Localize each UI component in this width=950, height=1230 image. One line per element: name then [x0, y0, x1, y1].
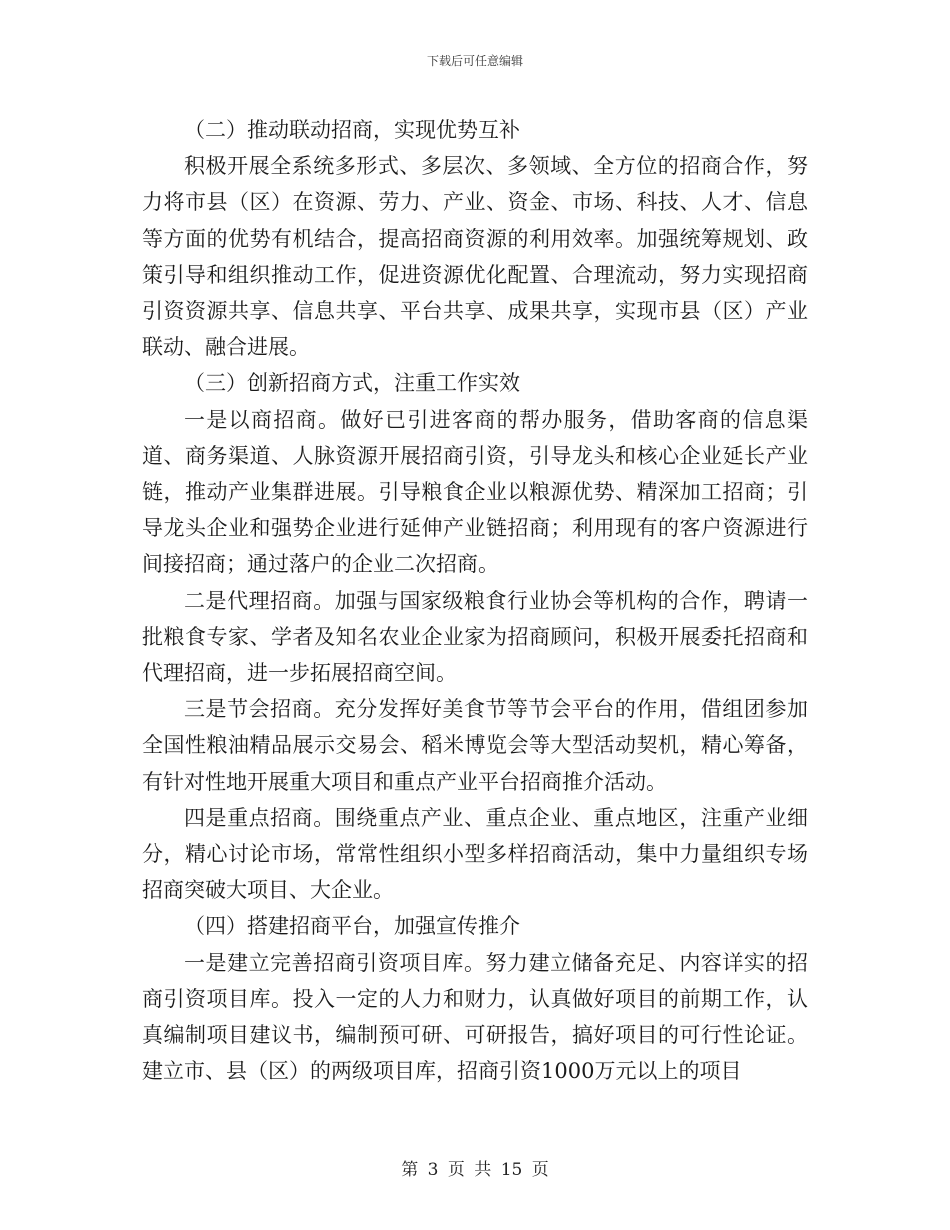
paragraph-festival-attraction: 三是节会招商。充分发挥好美食节等节会平台的作用，借组团参加全国性粮油精品展示交易会、稻米博览会等大型活动契机，精心筹备，有针对性地开展重大项目和重点产业平台招商推介活动。 [142, 697, 808, 794]
section-heading-4: （四）搭建招商平台，加强宣传推介 [184, 914, 520, 939]
section-heading-3: （三）创新招商方式，注重工作实效 [184, 371, 520, 396]
page-header: 下载后可任意编辑 [426, 54, 523, 68]
paragraph-business-attraction: 一是以商招商。做好已引进客商的帮办服务，借助客商的信息渠道、商务渠道、人脉资源开展招商引资，引导龙头和核心企业延长产业链，推动产业集群进展。引导粮食企业以粮源优势、精深加工招商；引导龙头企业和强势企业进行延伸产业链招商；利用现有的客户资源进行间接招商；通过落户的企业二次招商。 [142, 407, 808, 577]
paragraph-agent-attraction: 二是代理招商。加强与国家级粮食行业协会等机构的合作，聘请一批粮食专家、学者及知名农业企业家为招商顾问，积极开展委托招商和代理招商，进一步拓展招商空间。 [142, 588, 808, 686]
paragraph-project-library: 一是建立完善招商引资项目库。努力建立储备充足、内容详实的招商引资项目库。投入一定的人力和财力，认真做好项目的前期工作，认真编制项目建议书，编制预可研、可研报告，搞好项目的可行性论证。建立市、县（区）的两级项目库，招商引资1000万元以上的项目 [142, 950, 808, 1084]
section-heading-2: （二）推动联动招商，实现优势互补 [184, 118, 520, 142]
page-number: 第 3 页 共 15 页 [401, 1160, 549, 1180]
document-body [142, 112, 808, 1089]
paragraph-key-attraction: 四是重点招商。围绕重点产业、重点企业、重点地区，注重产业细分，精心讨论市场，常常性组织小型多样招商活动，集中力量组织专场招商突破大项目、大企业。 [142, 805, 808, 903]
paragraph-linkage: 积极开展全系统多形式、多层次、多领域、全方位的招商合作，努力将市县（区）在资源、劳力、产业、资金、市场、科技、人才、信息等方面的优势有机结合，提高招商资源的利用效率。加强统筹规划、政策引导和组织推动工作，促进资源优化配置、合理流动，努力实现招商引资资源共享、信息共享、平台共享、成果共享，实现市县（区）产业联动、融合进展。 [142, 154, 808, 360]
